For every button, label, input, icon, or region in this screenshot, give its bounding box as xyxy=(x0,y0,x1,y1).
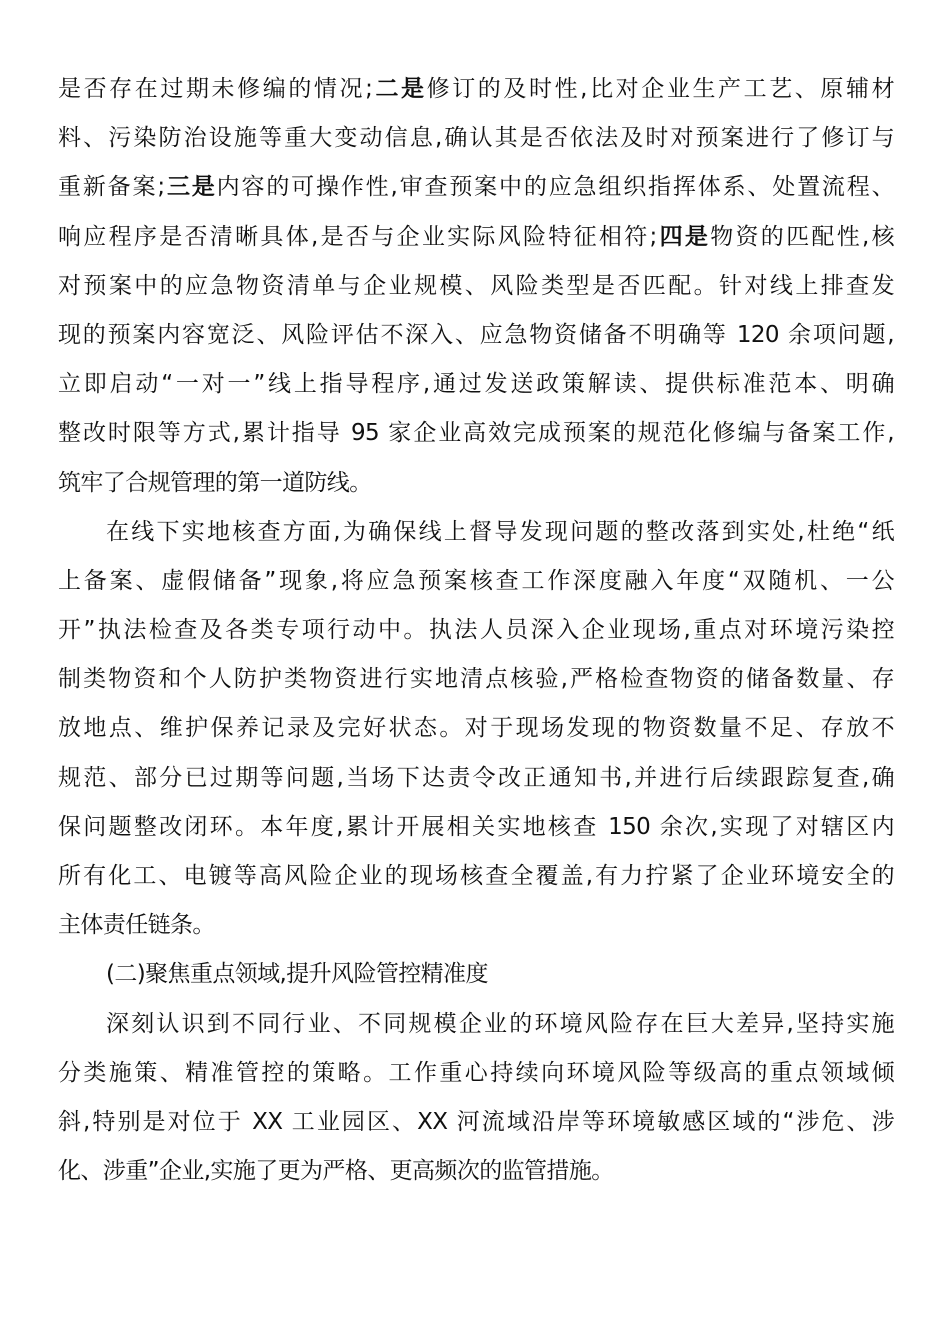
text-run: 筑牢了合规管理的第一道防线。 xyxy=(58,469,372,496)
text-run: 物资的匹配性,核 xyxy=(710,223,895,250)
text-run: 现的预案内容宽泛、风险评估不深入、应急物资储备不明确等 120 余项问题, xyxy=(58,321,894,348)
text-line xyxy=(58,314,894,363)
text-line xyxy=(58,412,894,461)
text-line xyxy=(58,1150,894,1199)
text-run: 制类物资和个人防护类物资进行实地清点核验,严格检查物资的储备数量、存 xyxy=(58,666,894,693)
text-line xyxy=(58,757,894,806)
text-run: 化、涉重”企业,实施了更为严格、更高频次的监管措施。 xyxy=(58,1158,614,1185)
text-run: 规范、部分已过期等问题,当场下达责令改正通知书,并进行后续跟踪复查,确 xyxy=(58,764,894,791)
text-run: 重新备案; xyxy=(58,174,165,201)
paragraph-checklist-continuation xyxy=(58,68,894,511)
text-line xyxy=(58,216,894,265)
text-line xyxy=(58,363,894,412)
text-run: 在线下实地核查方面,为确保线上督导发现问题的整改落到实处,杜绝“纸 xyxy=(106,518,894,545)
section-heading xyxy=(58,953,894,1002)
text-run: 分类施策、精准管控的策略。工作重心持续向环境风险等级高的重点领域倾 xyxy=(58,1059,894,1086)
text-line xyxy=(58,658,894,707)
text-run: 料、污染防治设施等重大变动信息,确认其是否依法及时对预案进行了修订与 xyxy=(58,125,894,152)
document-page xyxy=(58,68,894,1199)
bold-marker-four: 四是 xyxy=(656,223,711,250)
text-run: 立即启动“一对一”线上指导程序,通过发送政策解读、提供标准范本、明确 xyxy=(58,371,894,398)
text-line xyxy=(58,855,894,904)
text-line xyxy=(58,117,894,166)
text-line xyxy=(58,560,894,609)
text-line xyxy=(58,68,894,117)
text-run: 放地点、维护保养记录及完好状态。对于现场发现的物资数量不足、存放不 xyxy=(58,715,894,742)
text-line xyxy=(58,462,894,511)
text-line xyxy=(58,1003,894,1052)
text-run: 深刻认识到不同行业、不同规模企业的环境风险存在巨大差异,坚持实施 xyxy=(106,1010,894,1037)
text-line xyxy=(58,707,894,756)
heading-text: (二)聚焦重点领域,提升风险管控精准度 xyxy=(106,961,488,988)
heading-line xyxy=(58,953,894,1002)
bold-marker-two: 二是 xyxy=(372,76,427,102)
text-run: 主体责任链条。 xyxy=(58,912,215,939)
text-line xyxy=(58,1101,894,1150)
text-run: 修订的及时性,比对企业生产工艺、原辅材 xyxy=(426,76,894,102)
text-run: 响应程序是否清晰具体,是否与企业实际风险特征相符; xyxy=(58,223,657,250)
text-run: 内容的可操作性,审查预案中的应急组织指挥体系、处置流程、 xyxy=(216,174,895,201)
text-run: 是否存在过期未修编的情况; xyxy=(58,76,373,102)
text-line xyxy=(58,166,894,215)
text-run: 整改时限等方式,累计指导 95 家企业高效完成预案的规范化修编与备案工作, xyxy=(58,420,894,447)
text-run: 开”执法检查及各类专项行动中。执法人员深入企业现场,重点对环境污染控 xyxy=(58,617,894,644)
text-line xyxy=(58,511,894,560)
bold-marker-three: 三是 xyxy=(164,174,217,201)
paragraph-onsite-inspection xyxy=(58,511,894,954)
text-run: 对预案中的应急物资清单与企业规模、风险类型是否匹配。针对线上排查发 xyxy=(58,272,894,299)
text-line xyxy=(58,1052,894,1101)
text-run: 所有化工、电镀等高风险企业的现场核查全覆盖,有力拧紧了企业环境安全的 xyxy=(58,863,894,889)
text-line xyxy=(58,609,894,658)
text-line xyxy=(58,806,894,855)
paragraph-key-areas xyxy=(58,1003,894,1200)
text-run: 上备案、虚假储备”现象,将应急预案核查工作深度融入年度“双随机、一公 xyxy=(58,567,894,594)
text-run: 保问题整改闭环。本年度,累计开展相关实地核查 150 余次,实现了对辖区内 xyxy=(58,813,894,840)
text-line xyxy=(58,265,894,314)
text-run: 斜,特别是对位于 XX 工业园区、XX 河流域沿岸等环境敏感区域的“涉危、涉 xyxy=(58,1108,894,1135)
text-line xyxy=(58,904,894,953)
